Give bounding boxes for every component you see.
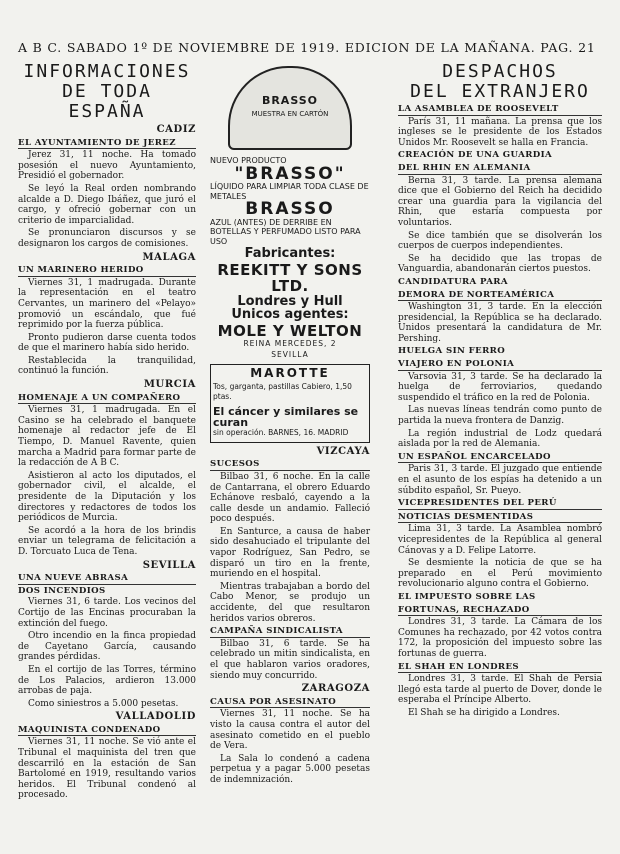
paragraph: La Sala lo condenó a cadena perpetua y a pagar 5.000 pesetas de indemnización. (210, 753, 370, 785)
headline: NOTICIAS DESMENTIDAS (398, 512, 602, 524)
ad-intro: NUEVO PRODUCTO (210, 156, 287, 165)
headline: SUCESOS (210, 459, 370, 471)
paragraph: Se desmiente la noticia de que se ha preparado en el Perú movimiento revolucionario alguno contra el Gobierno. (398, 558, 602, 590)
headline: EL AYUNTAMIENTO DE JEREZ (18, 138, 196, 150)
place-sevilla: SEVILLA (142, 559, 196, 571)
paragraph: Viernes 31, 11 noche. Se vió ante el Tribunal el maquinista del tren que descarriló en la estación de San Bartolomé en 1919, resultando varios heridos. El Tribunal condenó al procesado. (18, 737, 196, 801)
paragraph: Jerez 31, 11 noche. Ha tomado posesión el nuevo Ayuntamiento, Presidió el gobernador. (18, 150, 196, 182)
headline: HUELGA SIN FERRO (398, 346, 506, 357)
place-zaragoza: ZARAGOZA (301, 683, 370, 695)
place-cadiz: CADIZ (156, 124, 196, 135)
paragraph: Asistieron al acto los diputados, el gobernador civil, el alcalde, el presidente de la Diputación y los directores y redactores de todos los periódicos de Murcia. (18, 470, 196, 524)
makers-name: REEKITT Y SONS LTD. (217, 260, 363, 295)
paragraph: Washington 31, 3 tarde. En la elección presidencial, la República se ha declarado. Unidos presentará la candidatura de Mr. Pershing. (398, 302, 602, 344)
paragraph: Lima 31, 3 tarde. La Asamblea nombró vicepresidentes de la República al general Cánovas y a D. Felipe Latorre. (398, 524, 602, 556)
paragraph: Como siniestros a 5.000 pesetas. (28, 698, 179, 709)
paragraph: Se pronunciaron discursos y se designaron los cargos de comisiones. (18, 228, 196, 249)
marotte-advertisement (210, 364, 370, 443)
headline: EL SHAH EN LONDRES (398, 662, 602, 674)
paragraph: Restablecida la tranquilidad, continuó la función. (18, 355, 196, 377)
box-title: MAROTTE (250, 366, 330, 381)
paragraph: Se acordó a la hora de los brindis enviar un telegrama de felicitación a D. Torcuato Luca de Tena. (18, 525, 196, 557)
paragraph: El Shah se ha dirigido a Londres. (408, 707, 560, 718)
headline: CAUSA POR ASESINATO (210, 697, 370, 709)
ad-brand-2: BRASSO (245, 199, 335, 220)
paragraph: En el cortijo de las Torres, término de Los Palacios, ardieron 13.000 arrobas de paja. (18, 664, 196, 697)
paragraph: Mientras trabajaban a bordo del Cabo Menor, se produjo un accidente, del que resultaron heridos varios obreros. (210, 581, 370, 624)
makers-city: Londres y Hull (237, 293, 343, 309)
ad-brand: "BRASSO" (234, 163, 346, 184)
right-column (398, 62, 602, 720)
agents-name: MOLE Y WELTON (217, 321, 363, 340)
headline: MAQUINISTA CONDENADO (18, 725, 196, 737)
paragraph: Viernes 31, 6 tarde. Los vecinos del Cortijo de las Encinas procuraban la extinción del fuego. (18, 597, 196, 629)
agents-address: REINA MERCEDES, 2 (243, 338, 337, 348)
paragraph: Berna 31, 3 tarde. La prensa alemana dice que el Gobierno del Reich ha decidido crear una guardia para la vigilancia del Rhin, que estaría compuesta por voluntarios. (398, 175, 602, 228)
ad-description: LÍQUIDO PARA LIMPIAR TODA CLASE DE METALES (210, 182, 369, 201)
headline: FORTUNAS, RECHAZADO (398, 605, 602, 617)
paragraph: Viernes 31, 1 madrugada. Durante la representación en el teatro Cervantes, un marinero del «Pelayo» promovió un escándalo, que fué reprimido por la fuerza pública. (18, 277, 196, 331)
headline: DEMORA DE NORTEAMÉRICA (398, 290, 602, 302)
left-column (18, 62, 196, 803)
headline: UN MARINERO HERIDO (18, 265, 196, 277)
paragraph: Se ha decidido que las tropas de Vanguardia, abandonarán ciertos puestos. (398, 253, 602, 275)
paragraph: Londres 31, 3 tarde. La Cámara de los Comunes ha rechazado, por 42 votos contra 172, la proposición del impuesto sobre las fortunas de guerra. (398, 617, 602, 659)
headline: VIAJERO EN POLONIA (398, 359, 602, 371)
paragraph: Se leyó la Real orden nombrando alcalde a D. Diego Ibáñez, que juró el cargo, y ofreció gobernar con un criterio de imparcialidad. (18, 183, 196, 226)
paragraph: Viernes 31, 11 noche. Se ha visto la causa contra el autor del asesinato cometido en el pueblo de Vera. (210, 709, 370, 752)
headline: DEL RHIN EN ALEMANIA (398, 163, 602, 175)
paragraph: Viernes 31, 1 madrugada. En el Casino se ha celebrado el banquete homenaje al redactor jefe de El Tiempo, D. Manuel Ravente, quien marcha a Madrid para formar parte de la redacción de A B C. (18, 405, 196, 469)
brasso-emblem (228, 66, 352, 150)
section-title: INFORMACIONES (23, 61, 191, 82)
emblem-title: BRASSO (261, 94, 319, 108)
place-vizcaya: VIZCAYA (316, 445, 370, 457)
place-malaga: MALAGA (142, 251, 196, 263)
headline: UNA NUEVE ABRASA (18, 573, 196, 585)
headline: LA ASAMBLEA DE ROOSEVELT (398, 104, 602, 116)
place-murcia: MURCIA (143, 379, 196, 391)
headline: CAMPAÑA SINDICALISTA (210, 626, 370, 638)
box-address: sin operación. BARNES, 16. MADRID (213, 428, 349, 438)
box-line: Tos, garganta, pastillas Cabiero, 1,50 ptas. (213, 381, 352, 402)
paragraph: En Santurce, a causa de haber sido desahuciado el tripulante del vapor Rodríguez, San Pedro, se disparó un tiro en la frente, muriendo en el hospital. (210, 526, 370, 580)
box-cure: El cáncer y similares se curan (213, 404, 359, 429)
makers-label: Fabricantes: (244, 246, 336, 262)
page-header: A B C. SABADO 1º DE NOVIEMBRE DE 1919. EDICION DE LA MAÑANA. PAG. 21 (18, 40, 596, 55)
section-title-3: DESPACHOS (442, 61, 558, 82)
ad-description-2: AZUL (ANTES) DE DERRIBE EN BOTELLAS Y PERFUMADO LISTO PARA USO (210, 217, 361, 246)
paragraph: París 31, 11 mañana. La prensa que los ingleses se le presidente de los Estados Unidos Mr. Roosevelt se halla en Francia. (398, 116, 602, 148)
headline: CANDIDATURA PARA (398, 276, 508, 287)
place-valladolid: VALLADOLID (115, 711, 196, 723)
headline: VICEPRESIDENTES DEL PERÚ (398, 498, 602, 510)
paragraph: Se dice también que se disolverán los cuerpos de cuerpos independientes. (398, 230, 602, 252)
section-title-4: DEL EXTRANJERO (410, 81, 590, 102)
agents-label: Unicos agentes: (231, 307, 349, 323)
brasso-advertisement (210, 66, 370, 360)
agents-city: SEVILLA (271, 349, 309, 359)
paragraph: Pronto pudieron darse cuenta todos de que el marinero había sido herido. (18, 332, 196, 354)
paragraph: Londres 31, 3 tarde. El Shah de Persia llegó esta tarde al puerto de Dover, donde le esperaba el Príncipe Alberto. (398, 674, 602, 706)
paragraph: Paris 31, 3 tarde. El juzgado que entiende en el asunto de los espías ha detenido a un súbdito español, Sr. Pueyo. (398, 464, 602, 496)
subheadline: DOS INCENDIOS (18, 585, 106, 596)
paragraph: Otro incendio en la finca propiedad de Cayetano García, causando grandes pérdidas. (18, 631, 196, 663)
paragraph: La región industrial de Lodz quedará aislada por la red de Alemania. (398, 428, 602, 450)
middle-column (210, 62, 370, 788)
headline: UN ESPAÑOL ENCARCELADO (398, 452, 602, 464)
emblem-subtitle: MUESTRA EN CARTÓN (251, 110, 329, 118)
headline: EL IMPUESTO SOBRE LAS (398, 591, 536, 602)
section-title-2: DE TODA ESPAÑA (62, 81, 152, 122)
paragraph: Las nuevas líneas tendrán como punto de partida la nueva frontera de Danzig. (398, 405, 602, 427)
headline: CREACIÓN DE UNA GUARDIA (398, 150, 553, 161)
headline: HOMENAJE A UN COMPAÑERO (18, 393, 196, 405)
paragraph: Bilbao 31, 6 tarde. Se ha celebrado un mitin sindicalista, en el que hablaron varios oradores, siendo muy concurrido. (210, 638, 370, 681)
paragraph: Bilbao 31, 6 noche. En la calle de Cantarrana, el obrero Eduardo Echánove resbaló, cayendo a la calle desde un andamio. Falleció poco después. (210, 471, 370, 525)
paragraph: Varsovia 31, 3 tarde. Se ha declarado la huelga de ferroviarios, quedando suspendido el tráfico en la red de Polonia. (398, 371, 602, 403)
